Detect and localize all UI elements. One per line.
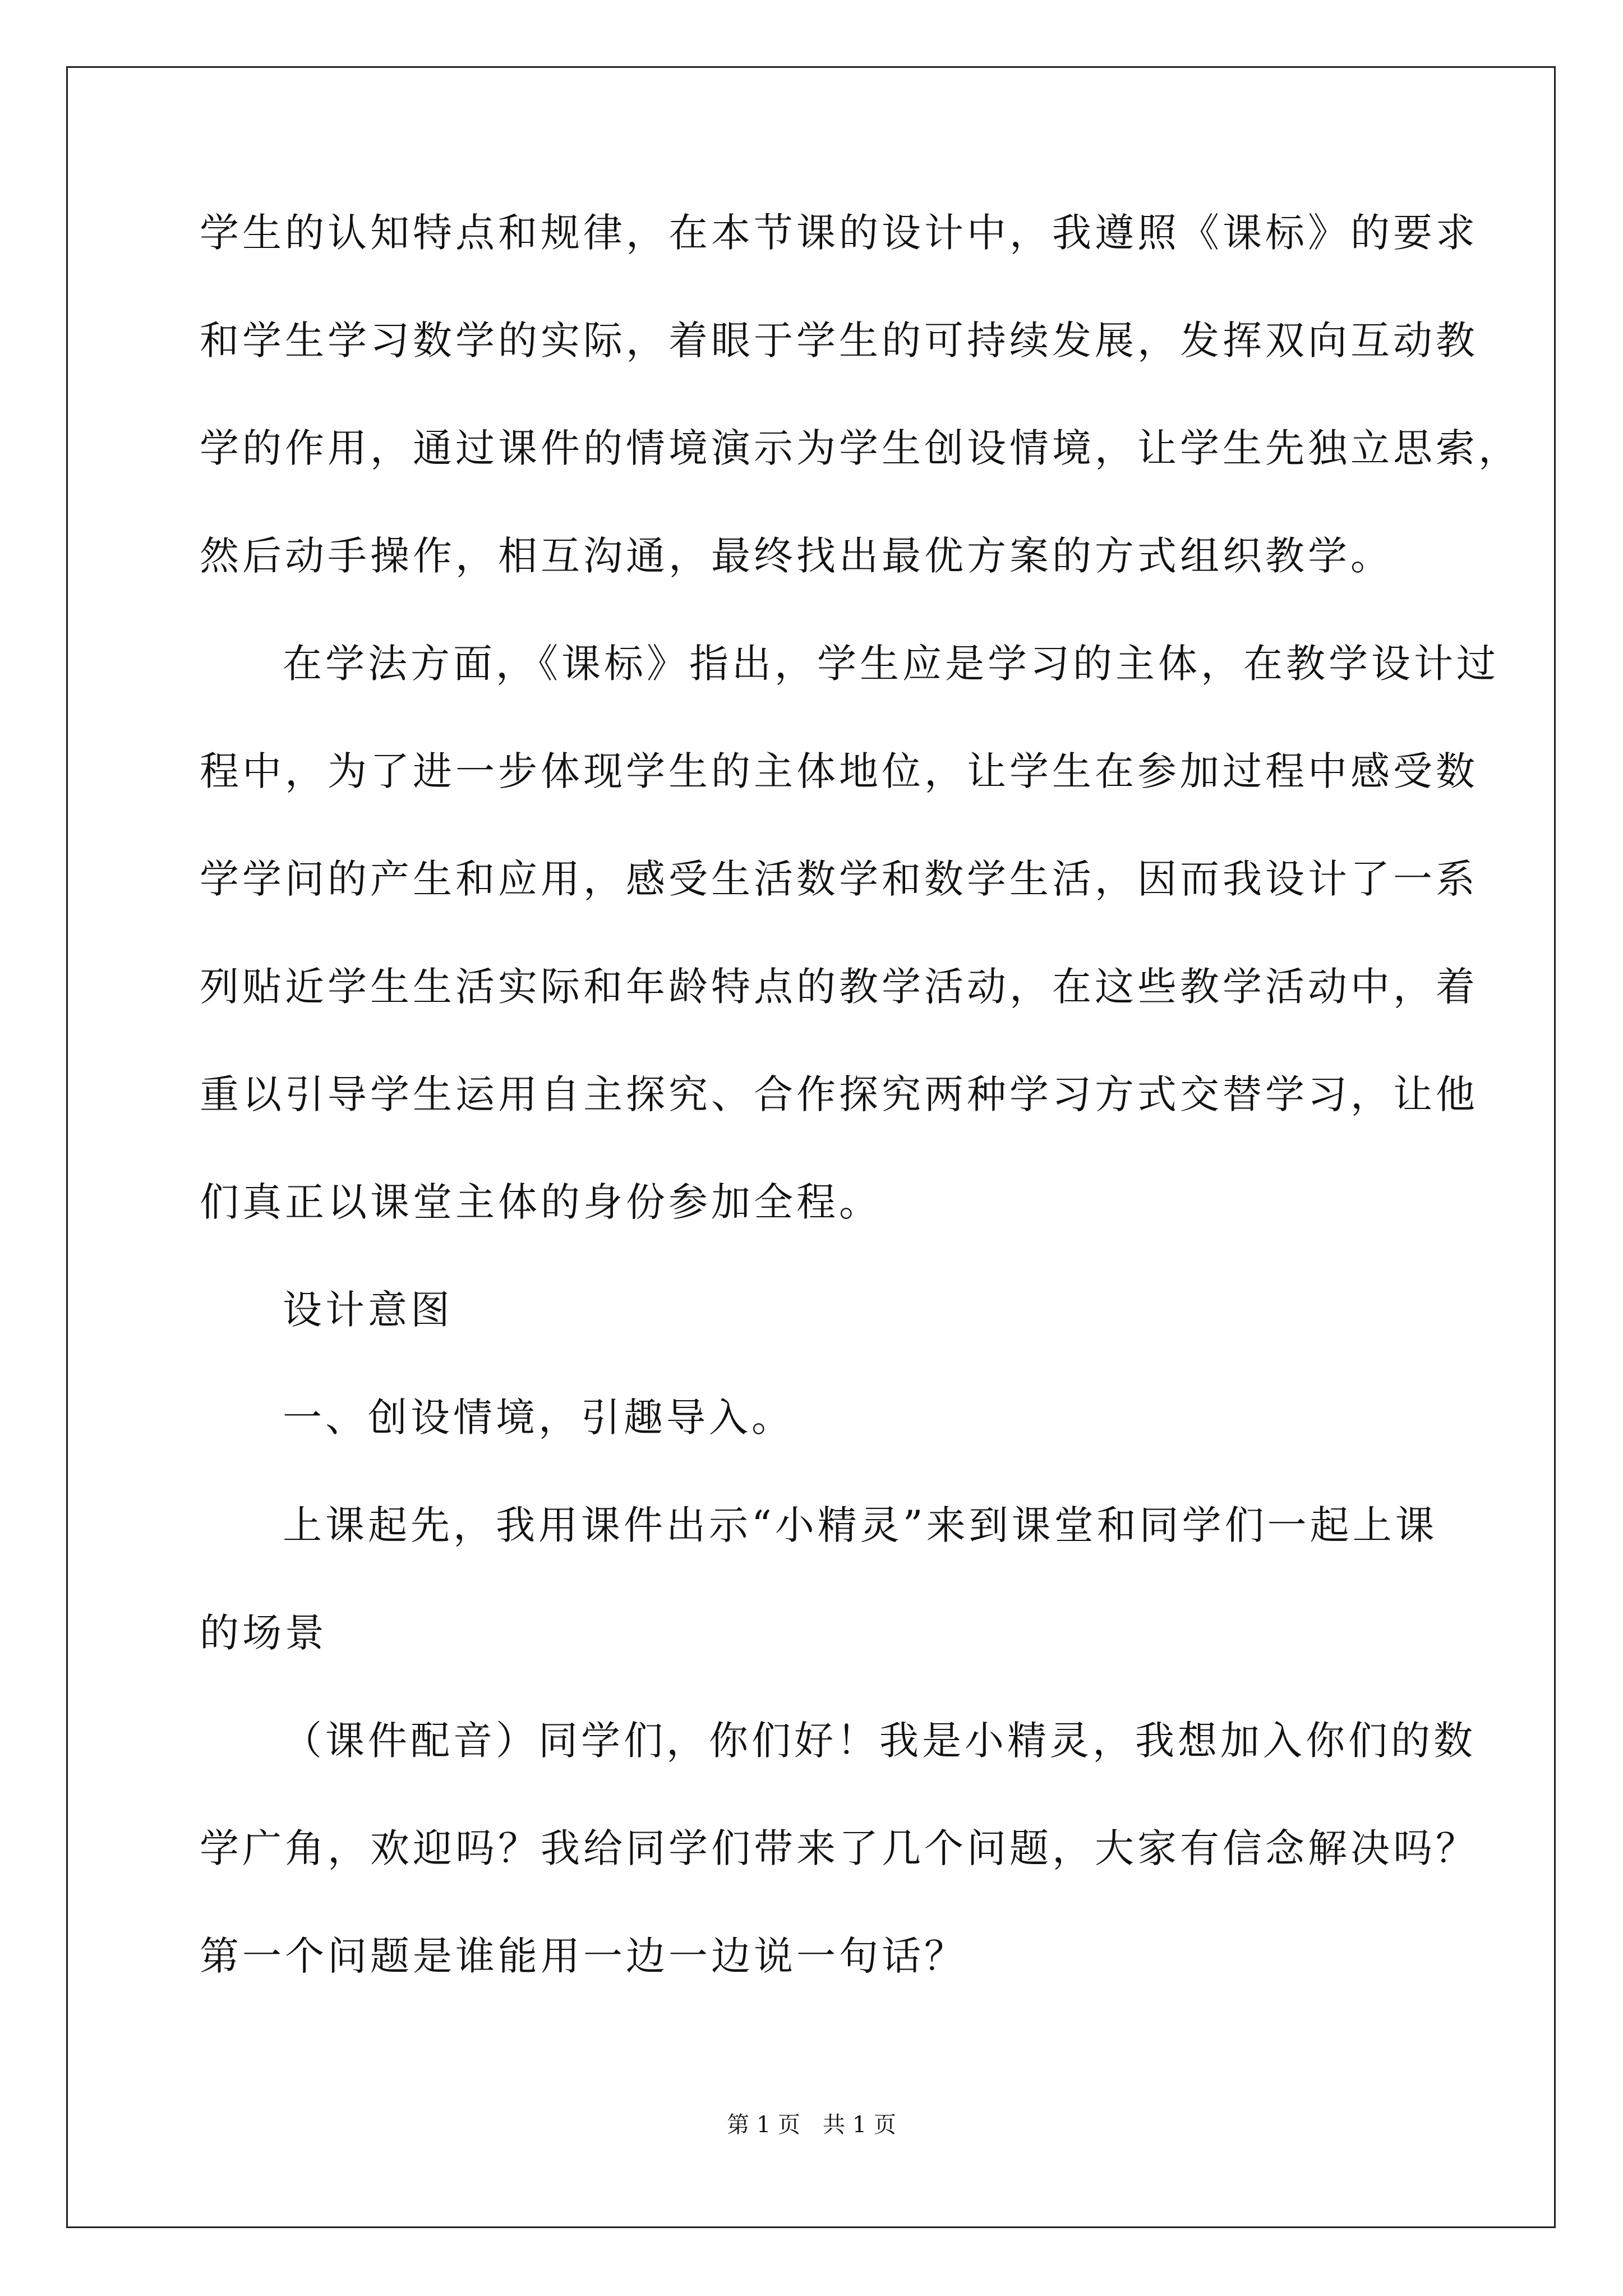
page-number-footer: 第 1 页 共 1 页 <box>727 2112 896 2138</box>
document-body <box>200 210 1521 2044</box>
subsection-heading: 一、创设情境，引趣导入。 <box>283 1395 794 1441</box>
text-line: 的场景 <box>200 1610 328 1656</box>
text-line: 然后动手操作，相互沟通，最终找出最优方案的方式组织教学。 <box>200 533 1393 579</box>
text-line: 学学问的产生和应用，感受生活数学和数学生活，因而我设计了一系 <box>200 856 1478 902</box>
text-line: 学广角，欢迎吗？我给同学们带来了几个问题，大家有信念解决吗？ <box>200 1825 1478 1871</box>
text-line: 们真正以课堂主体的身份参加全程。 <box>200 1179 882 1225</box>
text-line: 上课起先，我用课件出示“小精灵”来到课堂和同学们一起上课 <box>283 1502 1438 1548</box>
text-line: 重以引导学生运用自主探究、合作探究两种学习方式交替学习，让他 <box>200 1071 1478 1117</box>
text-line: 程中，为了进一步体现学生的主体地位，让学生在参加过程中感受数 <box>200 748 1478 794</box>
section-heading: 设计意图 <box>283 1287 453 1333</box>
text-line: 学生的认知特点和规律，在本节课的设计中，我遵照《课标》的要求 <box>200 210 1478 256</box>
text-line: 学的作用，通过课件的情境演示为学生创设情境，让学生先独立思索， <box>200 425 1521 471</box>
text-line: （课件配音）同学们，你们好！我是小精灵，我想加入你们的数 <box>283 1718 1476 1764</box>
text-line: 列贴近学生生活实际和年龄特点的教学活动，在这些教学活动中，着 <box>200 964 1478 1010</box>
text-line: 第一个问题是谁能用一边一边说一句话？ <box>200 1933 967 1979</box>
text-line: 在学法方面，《课标》指出，学生应是学习的主体，在教学设计过 <box>283 641 1499 687</box>
text-line: 和学生学习数学的实际，着眼于学生的可持续发展，发挥双向互动教 <box>200 318 1478 364</box>
